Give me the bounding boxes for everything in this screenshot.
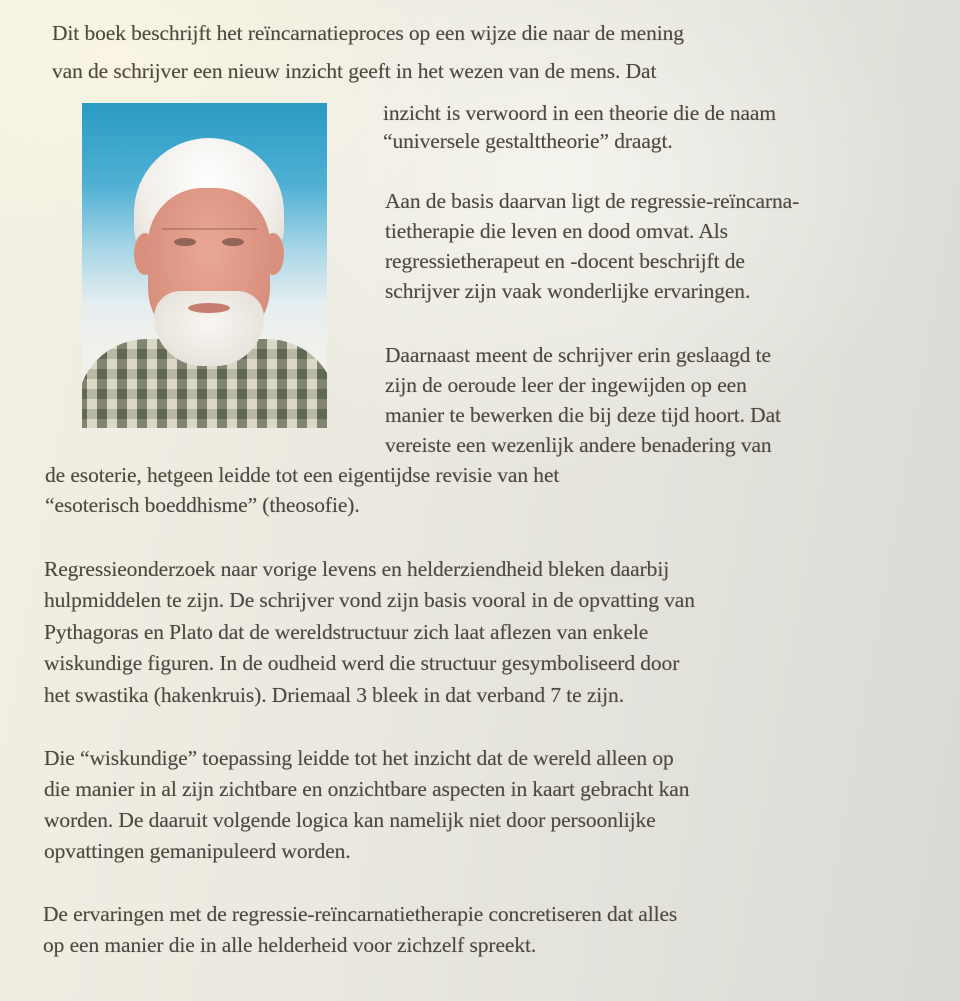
paragraph-1-line-1: Dit boek beschrijft het reïncarnatieproces op een wijze die naar de mening bbox=[52, 21, 684, 45]
paragraph-5-line-2: die manier in al zijn zichtbare en onzichtbare aspecten in kaart gebracht kan bbox=[44, 777, 690, 801]
paragraph-2-line-3: regressietherapeut en -docent beschrijft de bbox=[385, 249, 745, 273]
paragraph-3-line-1: Daarnaast meent de schrijver erin geslaagd te bbox=[385, 343, 771, 367]
photo-eye-left bbox=[174, 238, 196, 246]
photo-eye-right bbox=[222, 238, 244, 246]
paragraph-1-line-4: “universele gestalttheorie” draagt. bbox=[383, 129, 673, 153]
paragraph-2-line-4: schrijver zijn vaak wonderlijke ervaringen. bbox=[385, 279, 751, 303]
paragraph-4-line-5: het swastika (hakenkruis). Driemaal 3 bleek in dat verband 7 te zijn. bbox=[44, 683, 624, 707]
photo-mouth bbox=[188, 303, 230, 313]
paragraph-5-line-3: worden. De daaruit volgende logica kan namelijk niet door persoonlijke bbox=[44, 808, 656, 832]
paragraph-3-line-6: “esoterisch boeddhisme” (theosofie). bbox=[45, 493, 360, 517]
paragraph-4-line-1: Regressieonderzoek naar vorige levens en helderziendheid bleken daarbij bbox=[44, 557, 670, 581]
paragraph-1-line-2: van de schrijver een nieuw inzicht geeft in het wezen van de mens. Dat bbox=[52, 59, 657, 83]
paragraph-4-line-3: Pythagoras en Plato dat de wereldstructuur zich laat aflezen van enkele bbox=[44, 620, 649, 644]
author-photo bbox=[82, 103, 327, 428]
paragraph-1-line-3: inzicht is verwoord in een theorie die de naam bbox=[383, 101, 777, 125]
paragraph-3-line-2: zijn de oeroude leer der ingewijden op een bbox=[385, 373, 747, 397]
paragraph-5-line-1: Die “wiskundige” toepassing leidde tot het inzicht dat de wereld alleen op bbox=[44, 746, 674, 770]
paragraph-6-line-2: op een manier die in alle helderheid voor zichzelf spreekt. bbox=[43, 933, 537, 957]
paragraph-3-line-3: manier te bewerken die bij deze tijd hoort. Dat bbox=[385, 403, 781, 427]
paragraph-3-line-4: vereiste een wezenlijk andere benadering van bbox=[385, 433, 772, 457]
paragraph-2-line-2: tietherapie die leven en dood omvat. Als bbox=[385, 219, 728, 243]
paragraph-3-line-5: de esoterie, hetgeen leidde tot een eigentijdse revisie van het bbox=[45, 463, 560, 487]
paragraph-4-line-4: wiskundige figuren. In de oudheid werd die structuur gesymboliseerd door bbox=[44, 651, 680, 675]
paragraph-2-line-1: Aan de basis daarvan ligt de regressie-reïncarna- bbox=[385, 189, 800, 213]
paragraph-5-line-4: opvattingen gemanipuleerd worden. bbox=[44, 839, 351, 863]
paragraph-4-line-2: hulpmiddelen te zijn. De schrijver vond zijn basis vooral in de opvatting van bbox=[44, 588, 695, 612]
paragraph-6-line-1: De ervaringen met de regressie-reïncarnatietherapie concretiseren dat alles bbox=[43, 902, 678, 926]
